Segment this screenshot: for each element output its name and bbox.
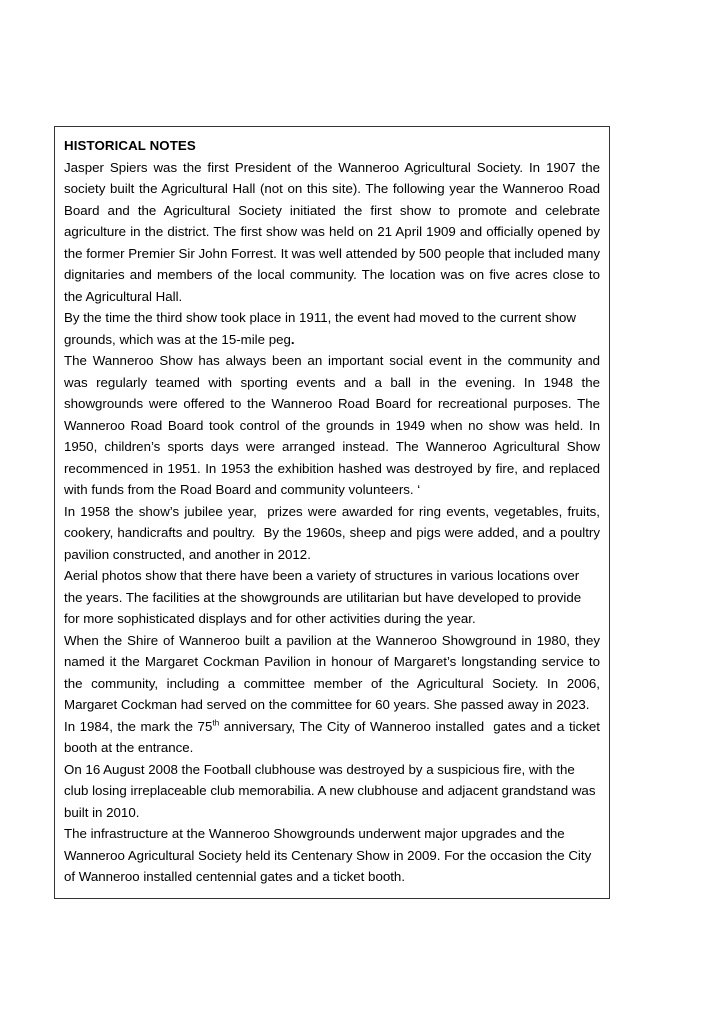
paragraph-7 [64,716,604,759]
page-title: HISTORICAL NOTES [64,138,196,153]
historical-notes-box [54,126,610,899]
paragraph-3: The Wanneroo Show has always been an important social event in the community and was regularly teamed with sporting events and a ball in the evening. In 1948 the showgrounds were offered to the Wanneroo Road Board for recreational purposes. The Wanneroo Road Board took control of the grounds in 1949 when no show was held. In 1950, children’s sports days were arranged instead. The Wanneroo Agricultural Show recommenced in 1951. In 1953 the exhibition hashed was destroyed by fire, and replaced with funds from the Road Board and community volunteers. ‘ [64,353,604,497]
paragraph-2-bold-period: . [290,331,295,347]
paragraph-9: The infrastructure at the Wanneroo Showgrounds underwent major upgrades and the Wanneroo Agricultural Society held its Centenary Show in 2009. For the occasion the City of Wanneroo installed centennial gates and a ticket booth. [64,826,595,884]
ordinal-superscript: th [212,718,220,728]
paragraph-6: When the Shire of Wanneroo built a pavilion at the Wanneroo Showground in 1980, they named it the Margaret Cockman Pavilion in honour of Margaret’s longstanding service to the community, including a committee member of the Agricultural Society. In 2006, Margaret Cockman had served on the committee for 60 years. She passed away in 2023. [64,632,604,712]
paragraph-5: Aerial photos show that there have been a variety of structures in various locations over the years. The facilities at the showgrounds are utilitarian but have developed to provide for more sophisticated displays and for other activities during the year. [64,568,585,626]
paragraph-2-text: By the time the third show took place in 1911, the event had moved to the current show grounds, which was at the 15-mile peg [64,310,580,347]
paragraph-8: On 16 August 2008 the Football clubhouse was destroyed by a suspicious fire, with the club losing irreplaceable club memorabilia. A new clubhouse and adjacent grandstand was built in 2010. [64,761,600,820]
paragraph-1: Jasper Spiers was the first President of the Wanneroo Agricultural Society. In 1907 the society built the Agricultural Hall (not on this site). The following year the Wanneroo Road Board and the Agricultural Society initiated the first show to promote and celebrate agriculture in the district. The first show was held on 21 April 1909 and officially opened by the former Premier Sir John Forrest. It was well attended by 500 people that included many dignitaries and members of the local community. The location was on five acres close to the Agricultural Hall. [64,159,604,304]
paragraph-2 [64,307,600,350]
paragraph-7-text-after-superscript: anniversary, The City of Wanneroo installed gates and a ticket booth at the entrance. [64,718,604,755]
paragraph-7-text-before-superscript: In 1984, the mark the 75 [64,718,213,734]
paragraph-4: In 1958 the show’s jubilee year, prizes were awarded for ring events, vegetables, fruits, cookery, handicrafts and poultry. By the 1960s, sheep and pigs were added, and a poultry pavilion constructed, and another in 2012. [64,503,604,562]
